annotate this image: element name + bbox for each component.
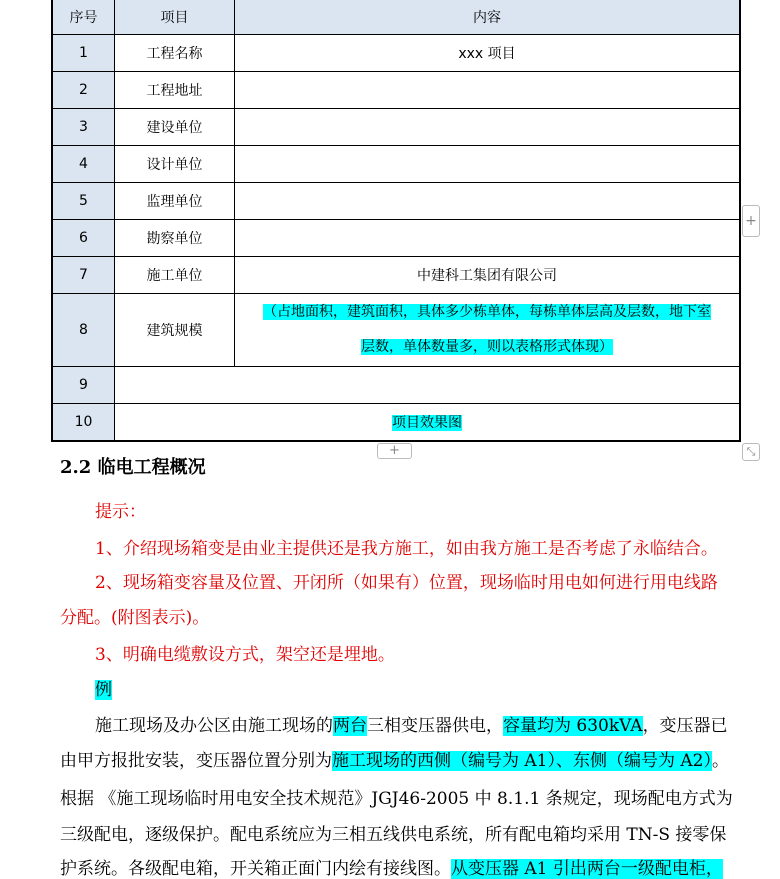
- body-line-5: [60, 854, 723, 879]
- highlighted-text: 例: [95, 680, 112, 700]
- highlighted-text: 两台: [333, 716, 367, 736]
- table-row: [52, 294, 740, 367]
- row-no: 2: [52, 72, 115, 109]
- highlighted-text: （占地面积，建筑面积，具体多少栋单体，每栋单体层高及层数，地下室: [263, 304, 711, 320]
- table-row: [52, 109, 740, 146]
- hint-2-line2: 分配。(附图表示)。: [60, 608, 210, 628]
- table-row: [52, 72, 740, 109]
- body-text: 护系统。各级配电箱，开关箱正面门内绘有接线图。: [60, 859, 451, 879]
- highlighted-text: 从变压器 A1 引出两台一级配电柜，: [451, 859, 723, 879]
- row-no: 3: [52, 109, 115, 146]
- row-no: 10: [52, 404, 115, 442]
- row-item: 施工单位: [115, 257, 235, 294]
- highlighted-text: 容量均为 630kVA: [503, 716, 643, 736]
- example-label: [95, 675, 112, 700]
- table-row: [52, 220, 740, 257]
- section-heading: 2.2 临电工程概况: [60, 457, 206, 478]
- header-no: 序号: [52, 0, 115, 35]
- row-content[interactable]: [235, 146, 741, 183]
- row-item: 监理单位: [115, 183, 235, 220]
- table-row: [52, 404, 740, 442]
- row-content[interactable]: [235, 72, 741, 109]
- row-content[interactable]: 中建科工集团有限公司: [235, 257, 741, 294]
- body-line-3: 根据 《施工现场临时用电安全技术规范》JGJ46-2005 中 8.1.1 条规定，现场配电方式为: [60, 789, 733, 809]
- row-content[interactable]: [235, 109, 741, 146]
- row-content[interactable]: [235, 183, 741, 220]
- row-content[interactable]: [235, 294, 741, 367]
- resize-table-icon[interactable]: ⤡: [742, 443, 760, 461]
- row-item: 工程地址: [115, 72, 235, 109]
- row-content-merged[interactable]: [115, 367, 741, 404]
- table-header-row: [52, 0, 740, 35]
- row-no: 7: [52, 257, 115, 294]
- table-row: [52, 257, 740, 294]
- row-no: 5: [52, 183, 115, 220]
- row-no: 6: [52, 220, 115, 257]
- row-item: 建筑规模: [115, 294, 235, 367]
- add-row-button[interactable]: +: [377, 443, 412, 459]
- highlighted-text: 施工现场的西侧（编号为 A1）、东侧（编号为 A2）: [332, 751, 712, 771]
- highlighted-text: 项目效果图: [392, 415, 462, 431]
- highlighted-text: 层数，单体数量多，则以表格形式体现）: [361, 339, 613, 355]
- project-info-table: [51, 0, 741, 442]
- row-no: 8: [52, 294, 115, 367]
- body-text: 由甲方报批安装，变压器位置分别为: [60, 751, 332, 771]
- row-item: 勘察单位: [115, 220, 235, 257]
- body-text: 。: [712, 751, 729, 771]
- add-column-button[interactable]: +: [742, 205, 760, 237]
- body-text: ，变压器已: [642, 716, 728, 736]
- body-text: 三相变压器供电，: [367, 716, 503, 736]
- hint-1: 1、介绍现场箱变是由业主提供还是我方施工，如由我方施工是否考虑了永临结合。: [95, 539, 718, 559]
- row-no: 1: [52, 35, 115, 72]
- row-item: 设计单位: [115, 146, 235, 183]
- table-row: [52, 367, 740, 404]
- body-line-2: [60, 746, 729, 771]
- hint-2-line1: 2、现场箱变容量及位置、开闭所（如果有）位置，现场临时用电如何进行用电线路: [95, 573, 718, 593]
- row-no: 9: [52, 367, 115, 404]
- body-line-4: 三级配电，逐级保护。配电系统应为三相五线供电系统，所有配电箱均采用 TN-S 接零保: [60, 825, 727, 845]
- hint-3: 3、明确电缆敷设方式，架空还是埋地。: [95, 645, 395, 665]
- table-row: [52, 35, 740, 72]
- header-item: 项目: [115, 0, 235, 35]
- table-row: [52, 146, 740, 183]
- row-no: 4: [52, 146, 115, 183]
- row-content[interactable]: xxx 项目: [235, 35, 741, 72]
- row-item: 建设单位: [115, 109, 235, 146]
- row-content[interactable]: [235, 220, 741, 257]
- row-content-merged[interactable]: [115, 404, 741, 442]
- hint-label: 提示：: [95, 502, 146, 522]
- row-item: 工程名称: [115, 35, 235, 72]
- body-text: 施工现场及办公区由施工现场的: [95, 716, 333, 736]
- body-line-1: [95, 711, 728, 736]
- table-row: [52, 183, 740, 220]
- header-content: 内容: [235, 0, 741, 35]
